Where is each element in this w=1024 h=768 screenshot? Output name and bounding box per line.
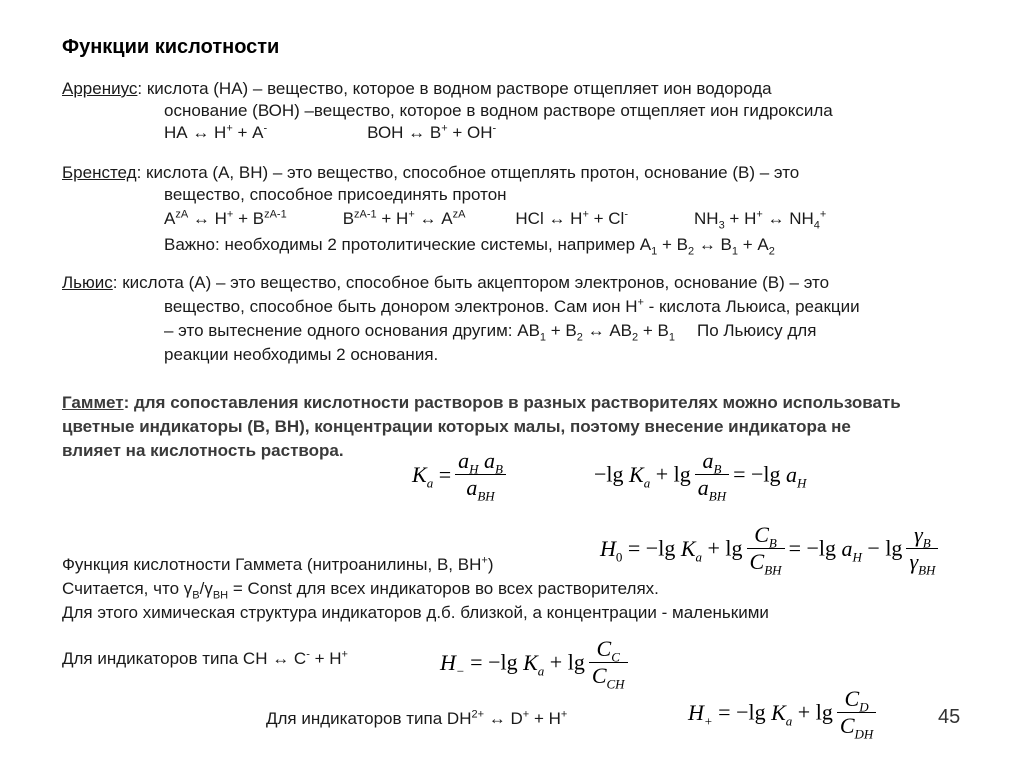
- hfunc-dh-label: Для индикаторов типа $DH^{2+}$ ↔ D+ + H+: [266, 708, 568, 728]
- page-title: Функции кислотности: [62, 36, 280, 58]
- formula-h-minus: $H_- = -\lg$ $K_a + \lg$ $\frac{C_C}{C_{CH}}$: [440, 636, 632, 689]
- bronsted-name: Бренстед: [62, 163, 137, 182]
- lewis-name: Льюис: [62, 273, 113, 292]
- hfunc-line-3: Для этого химическая структура индикаторов д.б. близкой, а концентрации - маленькими: [62, 603, 769, 622]
- lewis-line-2: вещество, способное быть донором электронов. Сам ион Н+ - кислота Льюиса, реакции: [164, 296, 860, 316]
- hammett-line-1: Гаммет: для сопоставления кислотности растворов в разных растворителях можно использовать: [62, 393, 901, 412]
- formula-lg-ka: −lg $K_a + \lg$ $\frac{a_B}{a_{BH}}$ = −lg $a_H$: [594, 448, 807, 504]
- arrhenius-line-2: основание (ВОН) –вещество, которое в водном растворе отщепляет ион гидроксила: [164, 101, 833, 120]
- hfunc-ch-label: Для индикаторов типа СН ↔ С- + Н+: [62, 648, 348, 668]
- arrhenius-line-1: Аррениус: кислота (НА) – вещество, которое в водном растворе отщепляет ион водорода: [62, 79, 772, 98]
- bronsted-line-1: Бренстед: кислота (А, ВН) – это вещество, способное отщеплять протон, основание (В) – это: [62, 163, 800, 182]
- arrhenius-name: Аррениус: [62, 79, 138, 98]
- formula-ka: $K_a$ = $\frac{a_H a_B}{a_{BH}}$: [412, 448, 510, 501]
- formula-h-plus: $H_+ = -\lg$ $K_a + \lg$ $\frac{C_D}{C_{DH}}$: [688, 686, 880, 739]
- lewis-line-4: реакции необходимы 2 основания.: [164, 345, 439, 364]
- page-number: 45: [938, 706, 961, 728]
- hfunc-line-1: Функция кислотности Гаммета (нитроанилины, В, ВН+): [62, 554, 494, 574]
- hammett-line-3: влияет на кислотность раствора.: [62, 441, 344, 460]
- hfunc-line-2: Считается, что $\gamma_B/\gamma_{BH}$ = Const для всех индикаторов во всех растворителях.: [62, 579, 659, 602]
- bronsted-important: Важно: необходимы 2 протолитические системы, например $А_1 + В_2$ ↔ $В_1 + А_2$: [164, 235, 775, 258]
- lewis-line-3: – это вытеснение одного основания другим: $АВ_1 + В_2$ ↔ $АВ_2 + В_1$ По Льюису для: [164, 321, 817, 344]
- bronsted-equations: $А^{zA}$ ↔ $Н^+ + В^{zA-1}$ $В^{zA-1} + Н^+$ ↔ $А^{zA}$ HCl ↔ H+ + Cl- $NH_3 + H^+$ ↔ $NH_4^+$: [164, 208, 827, 232]
- arrhenius-equations: НА ↔ Н+ + А- ВОН ↔ В+ + ОН-: [164, 122, 497, 142]
- formula-h0: $H_0 = -\lg$ $K_a + \lg$ $\frac{C_B}{C_{BH}}$ = −lg $a_H - \lg$ $\frac{\gamma_B}{\gamma_{BH}}$: [600, 522, 942, 575]
- hammett-line-2: цветные индикаторы (В, ВН), концентрации которых малы, поэтому внесение индикатора не: [62, 417, 851, 436]
- bronsted-line-2: вещество, способное присоединять протон: [164, 185, 507, 204]
- lewis-line-1: Льюис: кислота (А) – это вещество, способное быть акцептором электронов, основание (В) – это: [62, 273, 830, 292]
- hammett-name: Гаммет: [62, 393, 124, 412]
